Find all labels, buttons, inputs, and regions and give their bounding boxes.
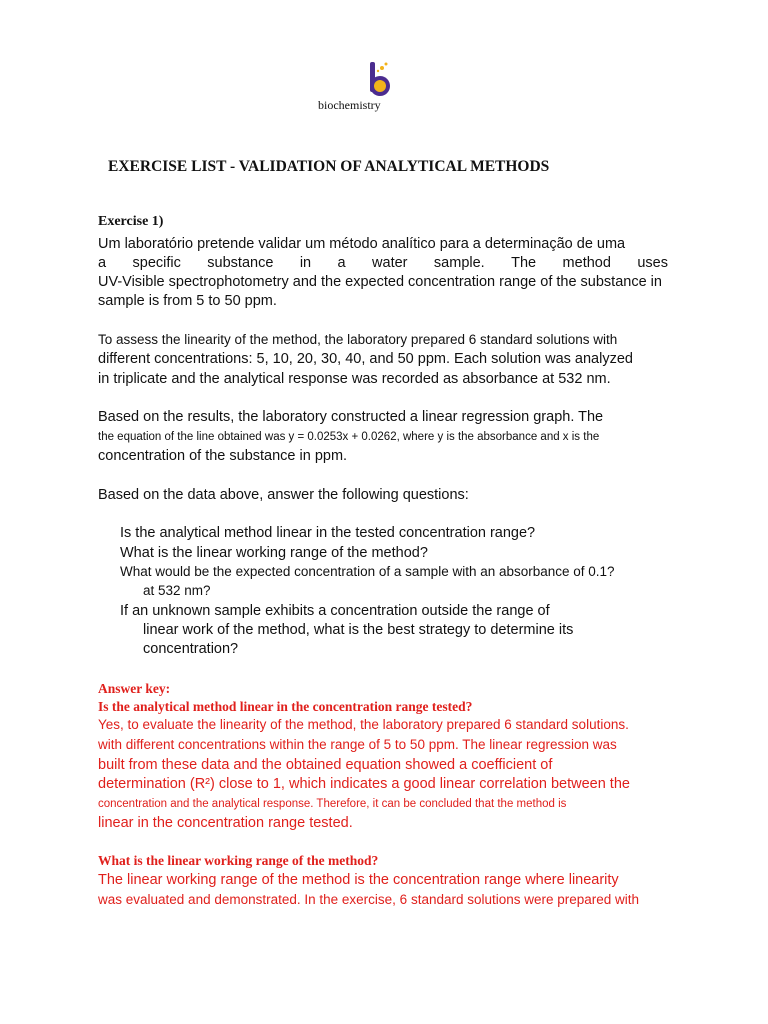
page-title: EXERCISE LIST - VALIDATION OF ANALYTICAL METHODS — [108, 158, 550, 175]
question-item: at 532 nm? — [143, 583, 211, 598]
paragraph-line: sample is from 5 to 50 ppm. — [98, 293, 277, 309]
word: a — [98, 255, 107, 271]
word: uses — [637, 255, 668, 271]
exercise-heading: Exercise 1) — [98, 214, 164, 229]
answer-line: was evaluated and demonstrated. In the exercise, 6 standard solutions were prepared with — [98, 892, 640, 907]
paragraph-line: Based on the results, the laboratory constructed a linear regression graph. The — [98, 409, 604, 425]
word: water — [372, 255, 408, 271]
biochemistry-logo-icon — [352, 60, 402, 100]
paragraph-line: different concentrations: 5, 10, 20, 30, 40, and 50 ppm. Each solution was analyzed — [98, 351, 633, 367]
paragraph-line: concentration of the substance in ppm. — [98, 448, 348, 464]
word: in — [299, 255, 312, 271]
word: specific — [132, 255, 181, 271]
answer-question: Is the analytical method linear in the concentration range tested? — [98, 699, 473, 714]
answer-line: determination (R²) close to 1, which indicates a good linear correlation between the — [98, 776, 630, 792]
answer-question: What is the linear working range of the method? — [98, 853, 379, 868]
paragraph-line: the equation of the line obtained was y = 0.0253x + 0.0262, where y is the absorbance and x is the — [98, 431, 600, 443]
word: substance — [207, 255, 274, 271]
word: sample. — [433, 255, 485, 271]
paragraph-line: To assess the linearity of the method, the laboratory prepared 6 standard solutions with — [98, 332, 618, 347]
answer-key-heading: Answer key: — [98, 681, 171, 696]
paragraph-line: Based on the data above, answer the following questions: — [98, 487, 469, 503]
question-item: What would be the expected concentration of a sample with an absorbance of 0.1? — [120, 564, 615, 579]
word: The — [511, 255, 537, 271]
question-item: linear work of the method, what is the best strategy to determine its — [143, 622, 574, 638]
word: method — [562, 255, 611, 271]
paragraph-line: UV-Visible spectrophotometry and the expected concentration range of the substance in — [98, 274, 662, 290]
paragraph-line — [98, 254, 668, 272]
word: a — [337, 255, 346, 271]
answer-line: The linear working range of the method is the concentration range where linearity — [98, 872, 619, 888]
answer-line: concentration and the analytical response. Therefore, it can be concluded that the method is — [98, 798, 567, 810]
question-item: concentration? — [143, 641, 239, 657]
paragraph-line: Um laboratório pretende validar um método analítico para a determinação de uma — [98, 236, 626, 252]
paragraph-line: in triplicate and the analytical response was recorded as absorbance at 532 nm. — [98, 371, 611, 387]
question-item: Is the analytical method linear in the tested concentration range? — [120, 525, 536, 541]
answer-line: with different concentrations within the range of 5 to 50 ppm. The linear regression was — [98, 737, 617, 752]
logo-text: biochemistry — [318, 98, 381, 112]
question-item: If an unknown sample exhibits a concentration outside the range of — [120, 603, 550, 619]
answer-line: built from these data and the obtained equation showed a coefficient of — [98, 757, 553, 773]
answer-line: linear in the concentration range tested. — [98, 815, 353, 831]
question-item: What is the linear working range of the method? — [120, 545, 428, 561]
answer-line: Yes, to evaluate the linearity of the method, the laboratory prepared 6 standard solutions. — [98, 717, 629, 732]
